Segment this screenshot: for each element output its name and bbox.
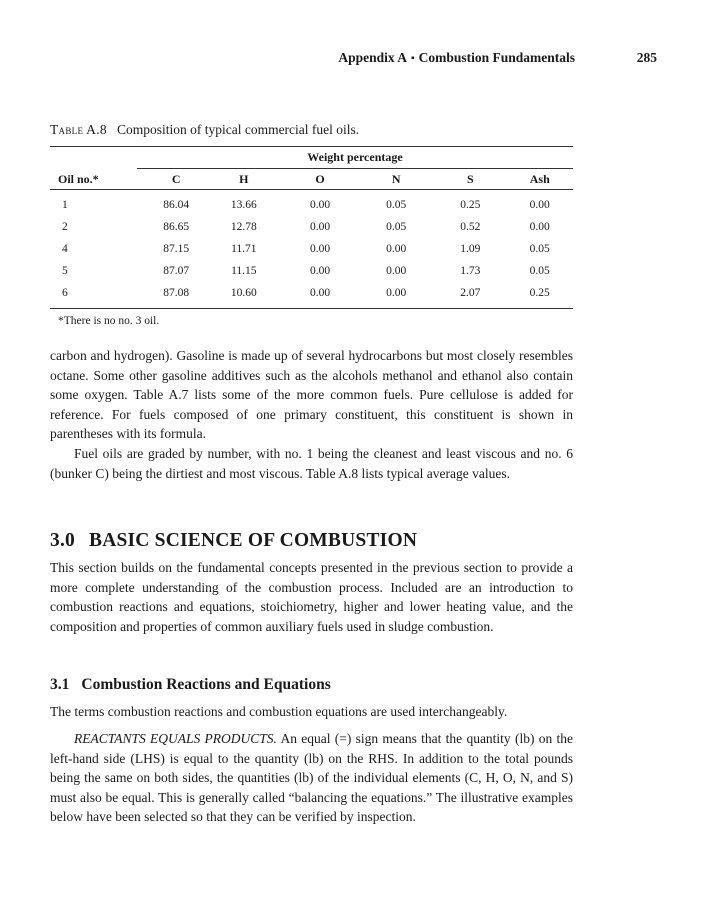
cell-h: 11.71 [231,243,257,255]
cell-oil-no: 2 [62,221,68,233]
table-caption-text: Composition of typical commercial fuel oils. [116,122,360,137]
cell-ash: 0.25 [506,282,573,309]
table-label: Table A.8 [50,122,107,137]
table-row [50,238,573,260]
table-footnote: *There is no no. 3 oil. [58,315,160,327]
table-row [50,216,573,238]
paragraph-reactants [50,729,573,827]
paragraph-text: The terms combustion reactions and combustion equations are used interchangeably. [50,704,508,719]
cell-s: 0.25 [460,199,481,211]
cell-o: 0.00 [282,282,358,309]
cell-n: 0.05 [386,199,407,211]
cell-ash: 0.05 [529,265,550,277]
paragraph-terms [50,702,573,722]
cell-o: 0.00 [309,221,331,233]
cell-c: 87.08 [147,282,206,309]
cell-n: 0.00 [386,265,407,277]
cell-o: 0.00 [309,243,331,255]
group-header [50,147,573,170]
table-row [50,190,573,217]
cell-c: 87.15 [163,243,190,255]
cell-ash: 0.05 [529,243,550,255]
paragraph-section-intro [50,558,573,636]
cell-c: 86.04 [163,199,190,211]
section-title: BASIC SCIENCE OF COMBUSTION [88,530,418,551]
cell-c: 87.07 [163,265,190,277]
cell-oil-no: 5 [62,265,68,277]
section-heading [50,530,417,552]
subsection-heading [50,676,331,694]
fuel-oil-table [50,146,573,309]
column-header-row [50,169,573,190]
cell-s: 2.07 [434,282,506,309]
table-row [50,282,573,309]
cell-n: 0.05 [386,221,407,233]
chapter-title: Combustion Fundamentals [418,50,575,65]
weight-percentage-header: Weight percentage [137,147,573,169]
cell-oil-no: 1 [62,199,68,211]
section-number: 3.0 [50,530,75,551]
cell-o: 0.00 [309,265,331,277]
column-header-c: C [147,169,206,190]
subsection-number: 3.1 [50,676,70,693]
page-number: 285 [636,50,657,65]
paragraph-text: This section builds on the fundamental concepts presented in the previous section to provide a more complete understanding of the combustion process. Included are an introduction to combustion reactions and equations, stoichiometry, higher and lower heating value, and the composition and properties of common auxiliary fuels used in sludge combustion. [50,560,573,634]
column-header-h: H [206,169,282,190]
paragraph-text [50,729,573,827]
paragraph-body: An equal (=) sign means that the quantity (lb) on the left-hand side (LHS) is equal to the quantity (lb) on the RHS. In addition to the total pounds being the same on both sides, the quantities (lb) of the individual elements (C, H, O, N, and S) must also be equal. This is generally called “balancing the equations.” The illustrative examples below have been selected so that they can be verified by inspection. [50,731,573,824]
running-head [0,50,707,68]
column-header-n: N [358,169,434,190]
cell-s: 1.09 [460,243,481,255]
cell-n: 0.00 [358,282,434,309]
cell-oil-no: 4 [62,243,68,255]
column-header-oil: Oil no.* [50,169,147,190]
column-header-ash: Ash [506,169,573,190]
cell-h: 10.60 [206,282,282,309]
cell-ash: 0.00 [529,221,550,233]
column-header-o: O [282,169,358,190]
cell-h: 12.78 [230,221,257,233]
cell-s: 1.73 [460,265,481,277]
paragraph-fuel-oil-grades [50,444,573,483]
cell-n: 0.00 [386,243,407,255]
paragraph-text: carbon and hydrogen). Gasoline is made up of several hydrocarbons but most closely resembles octane. Some other gasoline additives such as the alcohols methanol and ethanol also contain some oxygen. Table A.7 lists some of the more common fuels. Pure cellulose is added for reference. For fuels composed of one primary constituent, this constituent is shown in parentheses with its formula. [50,348,573,441]
table-row [50,260,573,282]
column-header-s: S [434,169,506,190]
appendix-label: Appendix A [338,50,408,65]
cell-h: 11.15 [231,265,257,277]
cell-c: 86.65 [163,221,190,233]
table-caption [50,122,573,138]
run-in-heading: REACTANTS EQUALS PRODUCTS. [74,731,277,746]
running-head-title [338,50,575,66]
cell-oil-no: 6 [50,282,147,309]
paragraph-text: Fuel oils are graded by number, with no. 1 being the cleanest and least viscous and no. 6 (bunker C) being the dirtiest and most viscous. Table A.8 lists typical average values. [50,446,573,481]
separator-glyph: ▪ [411,53,415,64]
cell-ash: 0.00 [529,199,550,211]
cell-s: 0.52 [460,221,481,233]
subsection-title: Combustion Reactions and Equations [81,676,331,693]
cell-h: 13.66 [230,199,257,211]
paragraph-fuels [50,346,573,444]
table-a8 [50,122,573,327]
cell-o: 0.00 [309,199,331,211]
